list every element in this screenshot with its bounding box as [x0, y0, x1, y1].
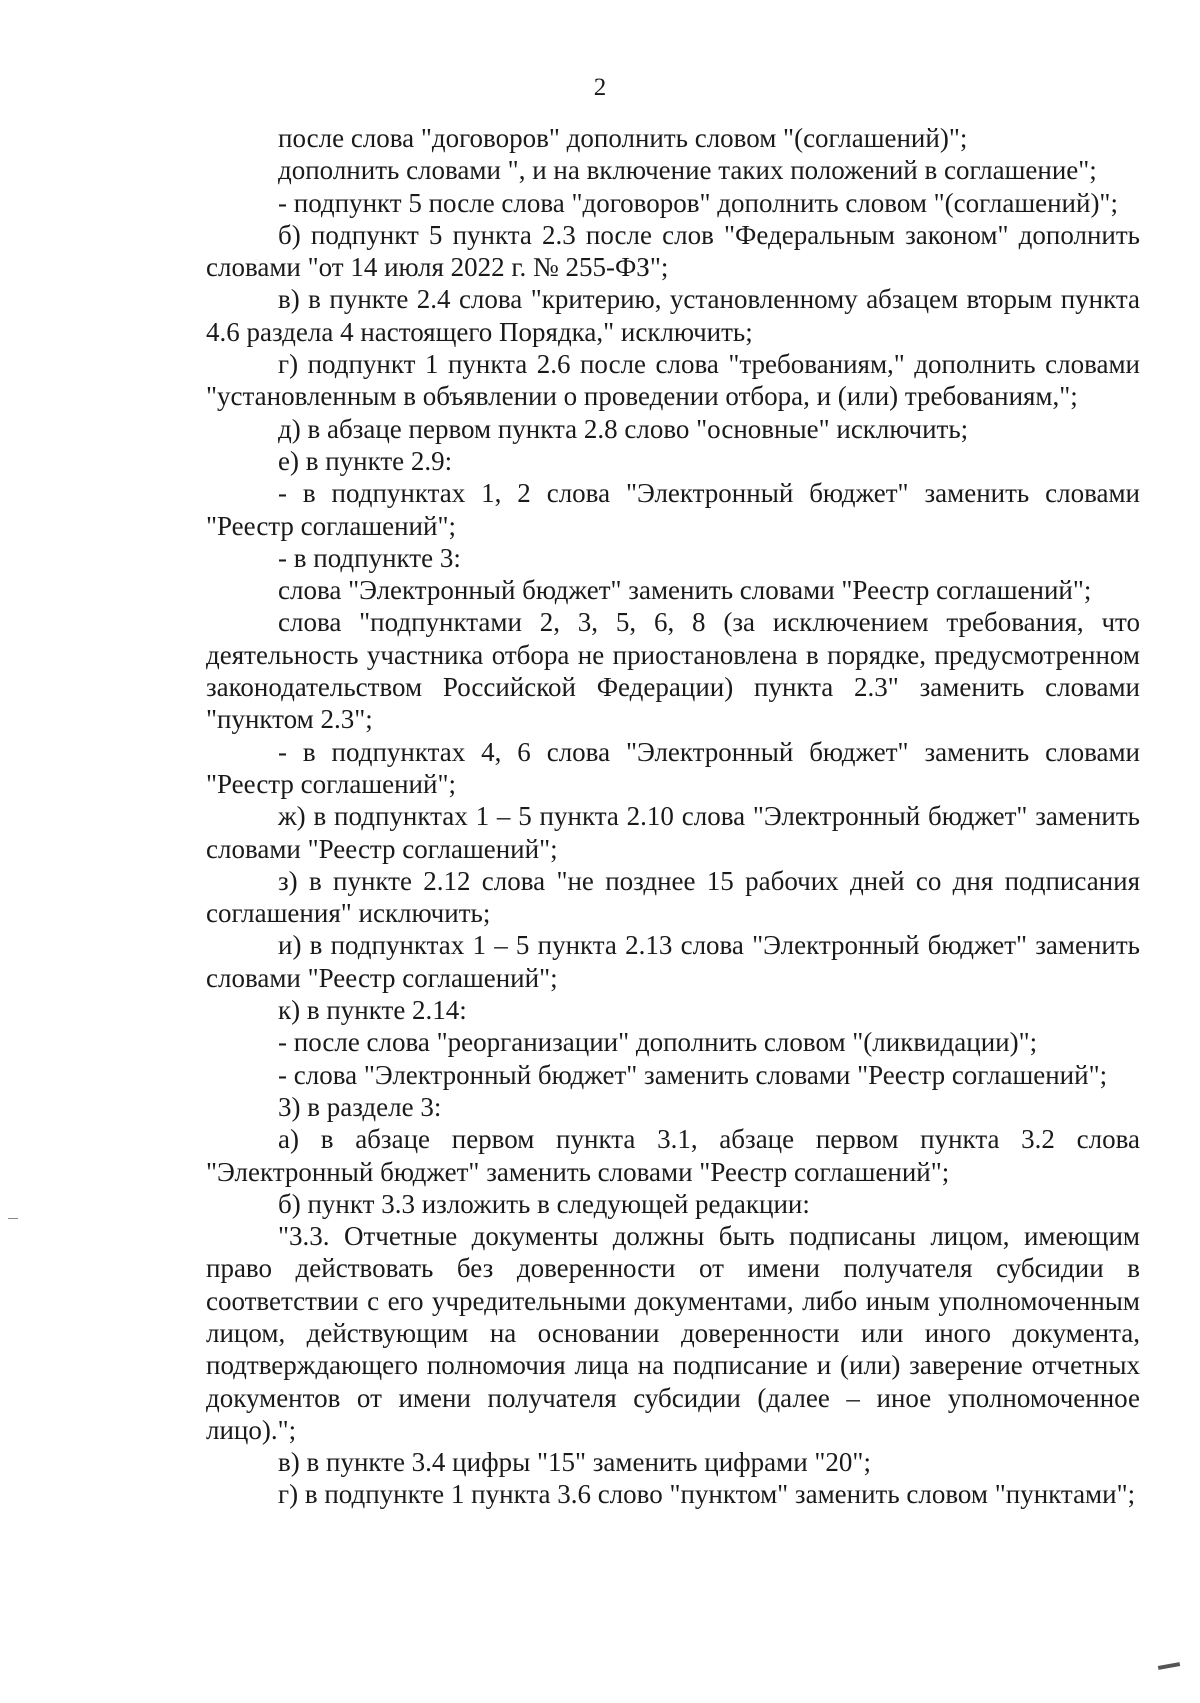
page-number: 2 [593, 74, 607, 101]
paragraph: слова "Электронный бюджет" заменить словами "Реестр соглашений"; [278, 575, 1092, 606]
paragraph: в) в пункте 2.4 слова "критерию, установленному абзацем вторым пункта 4.6 раздела 4 настоящего Порядка," исключить; [206, 284, 1140, 347]
paragraph: - в подпункте 3: [278, 542, 461, 573]
paragraph: - слова "Электронный бюджет" заменить словами "Реестр соглашений"; [278, 1059, 1108, 1090]
paragraph: з) в пункте 2.12 слова "не позднее 15 рабочих дней со дня подписания соглашения" исключить; [206, 865, 1140, 929]
paragraph: после слова "договоров" дополнить словом "(соглашений)"; [278, 123, 968, 153]
scan-artifact-mark [1158, 1662, 1180, 1670]
paragraph: "3.3. Отчетные документы должны быть подписаны лицом, имеющим право действовать без доверенности от имени получателя субсидии в соответствии с его учредительными документами, либо иным уполномоченным лицом, действующим на основании доверенности или иного документа, подтверждающего полномочия лица на подписание и (или) заверение отчетных документов от имени получателя субсидии (далее – иное уполномоченное лицо)."; [206, 1221, 1140, 1445]
paragraph: в) в пункте 3.4 цифры "15" заменить цифрами "20"; [278, 1447, 871, 1478]
paragraph: дополнить словами ", и на включение таких положений в соглашение"; [278, 155, 1097, 186]
scan-artifact-dash [8, 1218, 18, 1219]
paragraph: е) в пункте 2.9: [278, 445, 453, 476]
paragraph: б) пункт 3.3 изложить в следующей редакции: [278, 1188, 810, 1219]
paragraph: - после слова "реорганизации" дополнить словом "(ликвидации)"; [278, 1027, 1038, 1058]
paragraph: д) в абзаце первом пункта 2.8 слово "основные" исключить; [278, 413, 969, 444]
paragraph: 3) в разделе 3: [278, 1091, 442, 1122]
paragraph: г) в подпункте 1 пункта 3.6 слово "пунктом" заменить словом "пунктами"; [278, 1479, 1136, 1510]
paragraph: к) в пункте 2.14: [278, 995, 467, 1026]
paragraph: г) подпункт 1 пункта 2.6 после слова "требованиям," дополнить словами "установленным в объявлении о проведении отбора, и (или) требованиям,"; [206, 349, 1140, 412]
paragraph: - в подпунктах 1, 2 слова "Электронный бюджет" заменить словами "Реестр соглашений"; [206, 478, 1140, 541]
paragraph: ж) в подпунктах 1 – 5 пункта 2.10 слова "Электронный бюджет" заменить словами "Реестр соглашений"; [206, 801, 1140, 864]
paragraph: - в подпунктах 4, 6 слова "Электронный бюджет" заменить словами "Реестр соглашений"; [206, 736, 1140, 799]
paragraph: слова "подпунктами 2, 3, 5, 6, 8 (за исключением требования, что деятельность участника отбора не приостановлена в порядке, предусмотренном законодательством Российской Федерации) пункта 2.3" заменить словами "пунктом 2.3"; [206, 607, 1140, 735]
paragraph: а) в абзаце первом пункта 3.1, абзаце первом пункта 3.2 слова "Электронный бюджет" заменить словами "Реестр соглашений"; [206, 1124, 1140, 1187]
paragraph: б) подпункт 5 пункта 2.3 после слов "Федеральным законом" дополнить словами "от 14 июля 2022 г. № 255-ФЗ"; [206, 219, 1140, 283]
paragraph: и) в подпунктах 1 – 5 пункта 2.13 слова "Электронный бюджет" заменить словами "Реестр соглашений"; [206, 930, 1140, 993]
document-body [206, 122, 1140, 1511]
paragraph: - подпункт 5 после слова "договоров" дополнить словом "(соглашений)"; [278, 187, 1118, 218]
